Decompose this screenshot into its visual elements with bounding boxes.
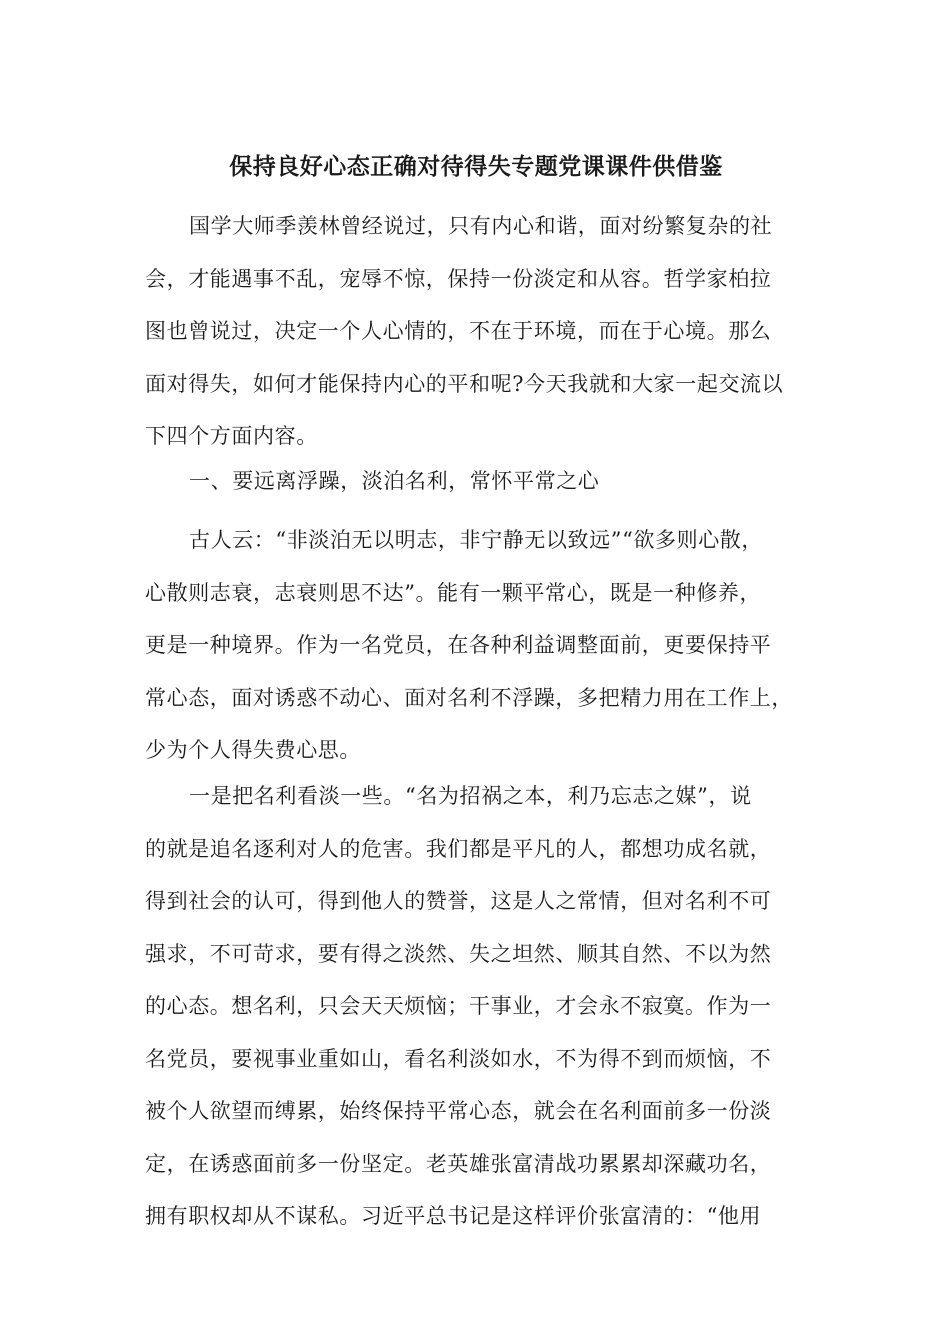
paragraph-line: 常心态，面对诱惑不动心、面对名利不浮躁，多把精力用在工作上， [145, 685, 793, 710]
paragraph-line: 面对得失，如何才能保持内心的平和呢?今天我就和大家一起交流以 [145, 371, 784, 396]
heading-line: 一、要远离浮躁，淡泊名利，常怀平常之心 [189, 469, 600, 493]
paragraph-line: 得到社会的认可，得到他人的赞誉，这是人之常情，但对名利不可 [145, 889, 772, 913]
paragraph-line: 图也曾说过，决定一个人心情的，不在于环境，而在于心境。那么 [145, 319, 772, 343]
section-heading [145, 455, 807, 508]
paragraph-line: 下四个方面内容。 [145, 424, 318, 448]
paragraph-line: 定，在诱惑面前多一份坚定。老英雄张富清战功累累却深藏功名， [145, 1151, 772, 1176]
paragraph-line: 古人云：“非淡泊无以明志，非宁静无以致远”“欲多则心散， [189, 528, 764, 552]
paragraph-line: 会，才能遇事不乱，宠辱不惊，保持一份淡定和从容。哲学家柏拉 [145, 266, 772, 291]
paragraph-line: 的就是追名逐利对人的危害。我们都是平凡的人，都想功成名就， [145, 836, 772, 861]
paragraph-fame-and-gain [145, 770, 807, 1243]
paragraph-line: 拥有职权却从不谋私。习近平总书记是这样评价张富清的：“他用 [145, 1204, 762, 1228]
paragraph-line: 更是一种境界。作为一名党员，在各种利益调整面前，更要保持平 [145, 633, 772, 657]
paragraph-line: 的心态。想名利，只会天天烦恼；干事业，才会永不寂寞。作为一 [145, 994, 772, 1018]
paragraph-ancient-saying [145, 514, 807, 777]
paragraph-line: 强求，不可苛求，要有得之淡然、失之坦然、顺其自然、不以为然 [145, 941, 772, 966]
paragraph-line: 心散则志衰，志衰则思不达”。能有一颗平常心，既是一种修养， [145, 580, 762, 605]
paragraph-line: 名党员，要视事业重如山，看名利淡如水，不为得不到而烦恼，不 [145, 1046, 772, 1071]
paragraph-line: 被个人欲望而缚累，始终保持平常心态，就会在名利面前多一份淡 [145, 1099, 772, 1123]
paragraph-line: 国学大师季羡林曾经说过，只有内心和谐，面对纷繁复杂的社 [189, 214, 773, 238]
paragraph-intro [145, 200, 807, 463]
paragraph-line: 一是把名利看淡一些。“名为招祸之本，利乃忘志之媒”，说 [189, 784, 752, 808]
document-title: 保持良好心态正确对待得失专题党课课件供借鉴 [229, 153, 723, 180]
paragraph-line: 少为个人得失费心思。 [145, 738, 361, 762]
